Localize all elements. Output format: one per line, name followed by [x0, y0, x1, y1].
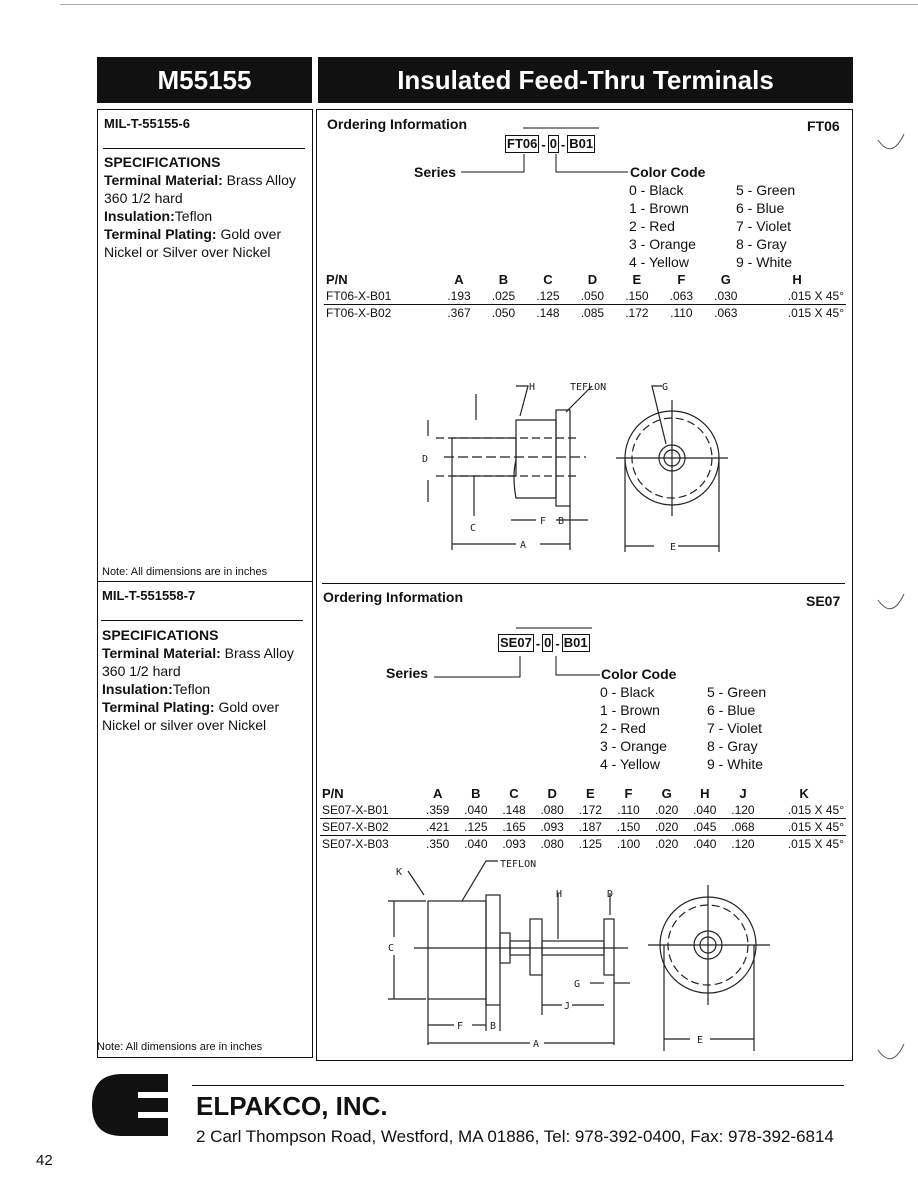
dim-label-f: F: [540, 516, 547, 527]
part-series-header: [97, 57, 312, 103]
table-cell: SE07-X-B02: [320, 819, 419, 836]
dim-label-d: D: [422, 454, 429, 465]
divider: [101, 620, 303, 621]
color-code-item: 5 - Green: [736, 182, 796, 198]
table-cell: .100: [616, 837, 641, 851]
color-code-item: 9 - White: [736, 254, 793, 270]
column-header: G: [661, 786, 672, 801]
table-cell: .040: [464, 837, 488, 851]
ordering-title-1: Ordering Information: [327, 116, 467, 132]
column-header: H: [792, 272, 802, 287]
pn-variant-box: B01: [563, 635, 588, 650]
terminal-material-label: Terminal Material:: [102, 645, 221, 661]
table-cell: .080: [533, 802, 571, 819]
color-code-item: 4 - Yellow: [629, 254, 689, 270]
column-header: D: [547, 786, 557, 801]
color-code-item: 8 - Gray: [707, 738, 758, 754]
terminal-drawing-se07: [378, 855, 778, 1055]
series-label-2: Series: [386, 665, 429, 681]
pn-series-box: SE07: [500, 635, 532, 650]
table-cell: .093: [533, 819, 571, 836]
color-code-item: 5 - Green: [707, 684, 767, 700]
dim-label-h: H: [556, 889, 563, 900]
table-cell: .025: [481, 288, 525, 305]
divider: [97, 581, 313, 582]
pn-dash: -: [535, 635, 541, 651]
footer-rule: [192, 1085, 844, 1086]
plating-value: Gold over Nickel or Silver over Nickel: [104, 226, 282, 260]
table-cell: .050: [491, 306, 516, 320]
series-code-1: FT06: [807, 118, 840, 134]
terminal-material-value: Brass Alloy 360 1/2 hard: [102, 645, 294, 679]
terminal-material-value: Brass Alloy 360 1/2 hard: [104, 172, 296, 206]
insulator-outline: [428, 901, 486, 999]
dim-label-k: K: [396, 867, 403, 878]
elpakco-logo-mark: [90, 1072, 170, 1138]
column-header: B: [471, 786, 481, 801]
column-header: C: [543, 272, 553, 287]
table-cell: .350: [426, 837, 450, 851]
table-cell: .030: [704, 288, 748, 305]
table-cell: FT06-X-B02: [326, 306, 392, 320]
color-code-item: 3 - Orange: [629, 236, 696, 252]
table-cell: .093: [502, 837, 526, 851]
table-cell: .063: [714, 306, 738, 320]
pn-color-box: 0: [549, 136, 557, 151]
plating-value: Gold over Nickel or silver over Nickel: [102, 699, 280, 733]
insulation-value: Teflon: [172, 681, 211, 697]
insulation-value: Teflon: [174, 208, 213, 224]
dim-label-c: C: [470, 523, 477, 534]
dim-label-j: J: [564, 1001, 571, 1012]
color-code-item: 6 - Blue: [736, 200, 785, 216]
top-rule: [60, 4, 918, 5]
dim-label-g: G: [662, 382, 669, 393]
table-cell: .110: [609, 802, 647, 819]
table-cell: .150: [615, 288, 659, 305]
color-code-title-1: Color Code: [630, 164, 706, 180]
specifications-block-2: [102, 626, 302, 734]
column-header: B: [498, 272, 509, 287]
table-cell: FT06-X-B01: [324, 288, 437, 305]
table-row: [320, 802, 846, 819]
dim-label-a: A: [533, 1039, 540, 1050]
color-code-list-1: [629, 181, 826, 271]
column-header: A: [432, 786, 443, 801]
table-cell: .125: [457, 819, 495, 836]
table-cell: .172: [625, 306, 649, 320]
table-cell: .020: [648, 802, 686, 819]
dim-label-b: B: [490, 1021, 497, 1032]
table-row: [324, 305, 846, 322]
table-header-row: [324, 272, 846, 288]
table-cell: .110: [670, 306, 693, 320]
table-cell: SE07-X-B03: [322, 837, 389, 851]
dim-label-c: C: [388, 943, 395, 954]
table-cell: .020: [654, 837, 679, 851]
table-cell: .020: [648, 819, 686, 836]
column-header: P/N: [326, 272, 348, 287]
page-title-header: [318, 57, 853, 103]
company-address: 2 Carl Thompson Road, Westford, MA 01886, Tel: 978-392-0400, Fax: 978-392-6814: [196, 1127, 834, 1146]
series-label-1: Series: [414, 164, 457, 180]
color-code-item: 7 - Violet: [736, 218, 791, 234]
margin-marks: [870, 120, 910, 1090]
spec-id-2: MIL-T-551558-7: [102, 588, 196, 603]
color-code-item: 6 - Blue: [707, 702, 756, 718]
table-cell: .063: [659, 288, 703, 305]
color-code-item: 1 - Brown: [600, 702, 660, 718]
divider: [103, 148, 305, 149]
table-cell: .421: [419, 819, 457, 836]
specifications-block-1: [104, 153, 304, 261]
table-cell: .193: [437, 288, 481, 305]
table-cell: .120: [731, 837, 755, 851]
column-header: J: [739, 786, 747, 801]
table-cell: .172: [571, 802, 609, 819]
column-header: F: [677, 272, 686, 287]
table-cell: .080: [540, 837, 564, 851]
table-header-row: [320, 786, 846, 802]
teflon-label: TEFLON: [500, 859, 537, 870]
dim-label-a: A: [520, 540, 527, 551]
table-cell: .125: [526, 288, 570, 305]
pn-variant-box: B01: [569, 136, 594, 151]
table-cell: .120: [724, 802, 762, 819]
color-code-item: 2 - Red: [600, 720, 646, 736]
teflon-label: TEFLON: [570, 382, 607, 393]
color-code-item: 3 - Orange: [600, 738, 667, 754]
dimensions-table-1: [324, 272, 846, 321]
insulation-label: Insulation:: [102, 681, 173, 697]
terminal-drawing-ft06: [416, 376, 746, 561]
table-cell: SE07-X-B01: [320, 802, 419, 819]
page-number: 42: [36, 1152, 53, 1169]
dimension-note-1: Note: All dimensions are in inches: [102, 566, 268, 578]
table-cell: .148: [536, 306, 560, 320]
table-cell: .125: [578, 837, 602, 851]
table-cell: .187: [571, 819, 609, 836]
table-cell: .050: [570, 288, 614, 305]
color-code-item: 1 - Brown: [629, 200, 689, 216]
dimension-note-2: Note: All dimensions are in inches: [97, 1041, 263, 1053]
column-header: F: [624, 786, 633, 801]
color-code-list-2: [600, 683, 797, 773]
column-header: D: [587, 272, 598, 287]
table-row: [324, 288, 846, 305]
part-series-label: M55155: [157, 64, 252, 95]
pn-color-box: 0: [544, 635, 552, 650]
color-code-item: 2 - Red: [629, 218, 675, 234]
table-cell: .045: [686, 819, 724, 836]
color-code-item: 9 - White: [707, 756, 764, 772]
column-header: A: [454, 272, 464, 287]
table-cell: .015 X 45°: [748, 288, 846, 305]
dim-label-e: E: [670, 542, 677, 553]
plating-label: Terminal Plating:: [104, 226, 217, 242]
insulation-label: Insulation:: [104, 208, 175, 224]
terminal-material-label: Terminal Material:: [104, 172, 223, 188]
color-code-item: 7 - Violet: [707, 720, 762, 736]
dim-label-e: E: [697, 1035, 704, 1046]
pn-dash: -: [560, 136, 566, 152]
column-header: G: [720, 272, 731, 287]
color-code-item: 0 - Black: [600, 684, 655, 700]
table-cell: .150: [609, 819, 647, 836]
pn-dash: -: [555, 635, 560, 651]
plating-label: Terminal Plating:: [102, 699, 215, 715]
table-cell: .015 X 45°: [787, 837, 844, 851]
column-header: E: [585, 786, 595, 801]
table-cell: .015 X 45°: [787, 306, 844, 320]
table-cell: .040: [686, 802, 724, 819]
dim-label-f: F: [457, 1021, 464, 1032]
pn-dash: -: [541, 136, 546, 152]
color-code-item: 0 - Black: [629, 182, 684, 198]
table-cell: .040: [693, 837, 717, 851]
column-header: C: [509, 786, 519, 801]
dim-label-b: B: [558, 516, 565, 527]
series-code-2: SE07: [806, 593, 841, 609]
flange-outline: [486, 895, 500, 1005]
spec-heading: SPECIFICATIONS: [102, 627, 219, 643]
table-cell: .148: [495, 802, 533, 819]
table-row: [320, 819, 846, 836]
dim-label-g: G: [574, 979, 581, 990]
column-header: P/N: [322, 786, 344, 801]
color-code-title-2: Color Code: [601, 666, 677, 682]
ordering-title-2: Ordering Information: [323, 589, 463, 605]
table-cell: .367: [447, 306, 471, 320]
table-cell: .040: [457, 802, 495, 819]
section-divider: [322, 583, 845, 584]
flange-outline: [556, 410, 570, 506]
column-header: E: [632, 272, 642, 287]
spec-id-1: MIL-T-55155-6: [104, 116, 190, 131]
table-row: [320, 836, 846, 853]
color-code-item: 4 - Yellow: [600, 756, 660, 772]
table-cell: .015 X 45°: [762, 819, 846, 836]
spec-heading: SPECIFICATIONS: [104, 154, 221, 170]
column-header: H: [700, 786, 710, 801]
column-header: K: [799, 786, 809, 801]
dim-label-h: H: [529, 382, 536, 393]
table-cell: .015 X 45°: [762, 802, 846, 819]
company-name: ELPAKCO, INC.: [196, 1091, 388, 1121]
page-title: Insulated Feed-Thru Terminals: [397, 64, 774, 95]
table-cell: .359: [419, 802, 457, 819]
dimensions-table-2: [320, 786, 846, 852]
table-cell: .085: [580, 306, 605, 320]
table-cell: .068: [724, 819, 762, 836]
color-code-item: 8 - Gray: [736, 236, 787, 252]
dim-label-d: D: [607, 889, 614, 900]
table-cell: .165: [495, 819, 533, 836]
insulator-outline: [514, 420, 556, 498]
pn-series-box: FT06: [507, 136, 538, 151]
